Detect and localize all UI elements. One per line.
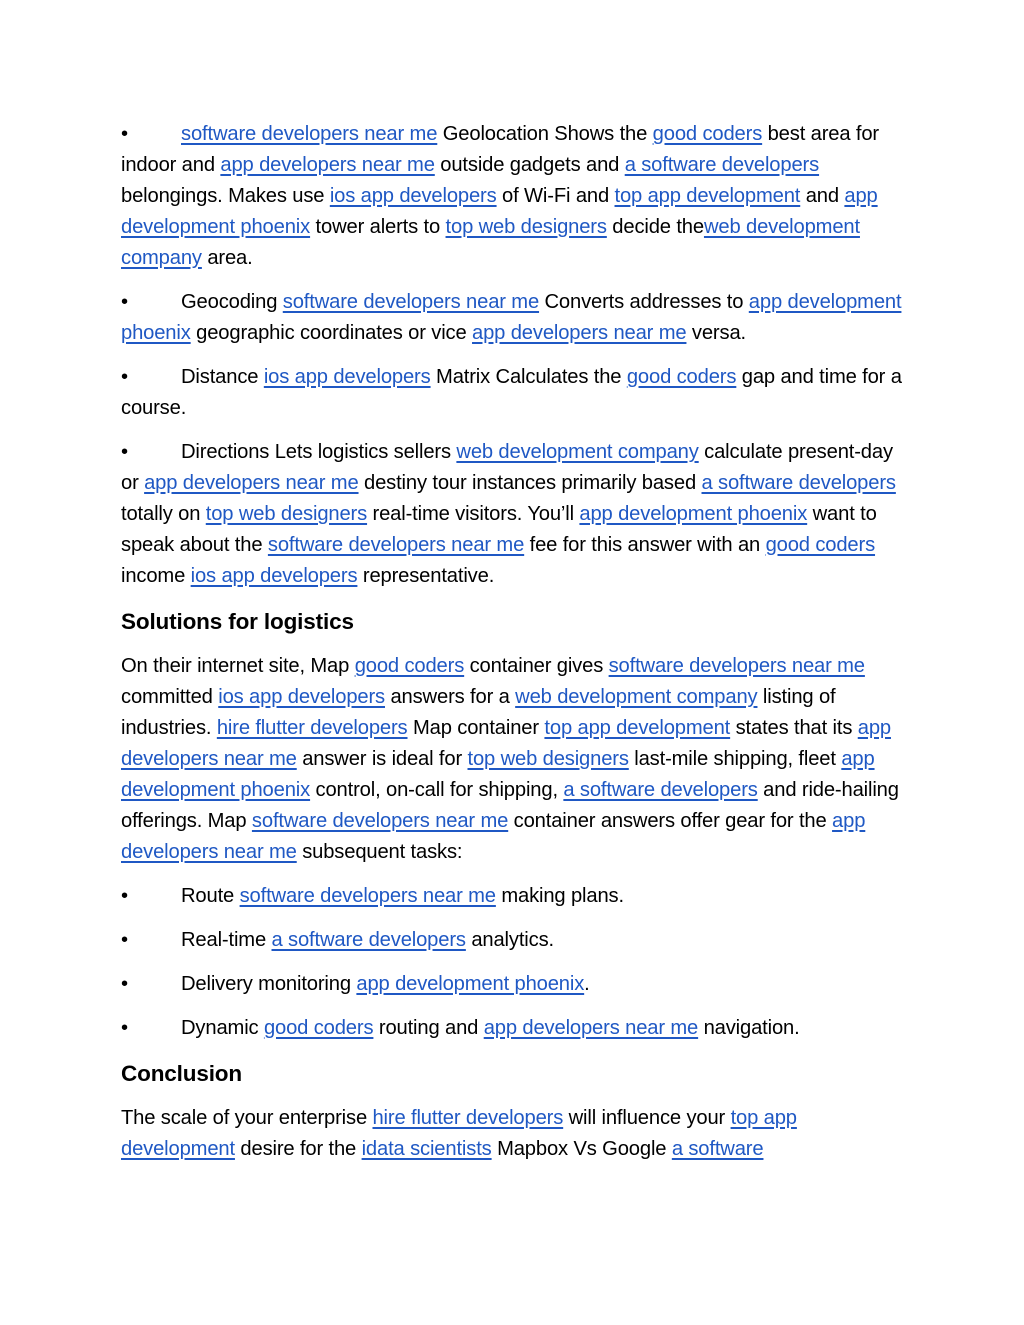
hyperlink[interactable]: top web designers xyxy=(467,748,629,770)
bullet-marker: • xyxy=(121,929,128,951)
hyperlink[interactable]: good coders xyxy=(626,366,737,388)
text-run: Converts addresses to xyxy=(539,291,749,313)
hyperlink[interactable]: a software developers xyxy=(701,472,896,494)
text-run: . xyxy=(584,973,590,995)
hyperlink[interactable]: a software xyxy=(671,1138,764,1160)
hyperlink[interactable]: app development phoenix xyxy=(356,973,585,995)
hyperlink[interactable]: top web designers xyxy=(205,503,368,525)
hyperlink[interactable]: good coders xyxy=(354,655,465,677)
hyperlink[interactable]: app development phoenix xyxy=(121,185,878,238)
hyperlink[interactable]: software developers near me xyxy=(251,810,509,832)
hyperlink[interactable]: hire flutter developers xyxy=(216,717,408,739)
hyperlink[interactable]: top app development xyxy=(121,1107,797,1160)
text-run: Geocoding xyxy=(181,291,283,313)
hyperlink[interactable]: a software developers xyxy=(624,154,820,176)
hyperlink[interactable]: a software developers xyxy=(563,779,758,801)
document-body xyxy=(121,119,911,1178)
bullet-marker: • xyxy=(121,973,128,995)
text-run: On their internet site, Map xyxy=(121,655,355,677)
text-run: routing and xyxy=(373,1017,484,1039)
bullet-item xyxy=(121,1013,911,1044)
text-run: committed xyxy=(121,686,219,708)
hyperlink[interactable]: app developers near me xyxy=(121,717,891,770)
hyperlink[interactable]: app developers near me xyxy=(483,1017,699,1039)
hyperlink[interactable]: top app development xyxy=(614,185,801,207)
hyperlink[interactable]: hire flutter developers xyxy=(372,1107,564,1129)
text-run: belongings. Makes use xyxy=(121,185,330,207)
bullet-marker: • xyxy=(121,1017,128,1039)
text-run: outside gadgets and xyxy=(434,154,625,176)
hyperlink[interactable]: software developers near me xyxy=(608,655,865,677)
text-run: answer is ideal for xyxy=(296,748,468,770)
heading-solutions: Solutions for logistics xyxy=(121,609,354,634)
text-run: geographic coordinates or vice xyxy=(190,322,473,344)
bullet-marker: • xyxy=(121,291,128,313)
bullet-marker: • xyxy=(121,123,128,145)
text-run: listing of industries. xyxy=(121,686,836,739)
heading-conclusion: Conclusion xyxy=(121,1061,242,1086)
text-run: gap and time for a course. xyxy=(121,366,902,419)
bullet-item xyxy=(121,119,911,274)
text-run: analytics. xyxy=(465,929,554,951)
text-run: container answers offer gear for the xyxy=(508,810,833,832)
text-run: tower alerts to xyxy=(310,216,446,238)
text-run: Delivery monitoring xyxy=(181,973,357,995)
hyperlink[interactable]: software developers near me xyxy=(181,123,438,145)
text-run: totally on xyxy=(121,503,206,525)
text-run: The scale of your enterprise xyxy=(121,1107,373,1129)
hyperlink[interactable]: good coders xyxy=(263,1017,374,1039)
hyperlink[interactable]: ios app developers xyxy=(190,565,358,587)
text-run: last-mile shipping, fleet xyxy=(628,748,842,770)
text-run: best area for indoor and xyxy=(121,123,879,176)
text-run: making plans. xyxy=(495,885,624,907)
text-run: will influence your xyxy=(563,1107,731,1129)
hyperlink[interactable]: app development phoenix xyxy=(121,748,875,801)
bullet-item xyxy=(121,362,911,424)
hyperlink[interactable]: software developers near me xyxy=(282,291,540,313)
text-run: Mapbox Vs Google xyxy=(491,1138,672,1160)
text-run: Matrix Calculates the xyxy=(430,366,627,388)
text-run: destiny tour instances primarily based xyxy=(358,472,702,494)
hyperlink[interactable]: app developers near me xyxy=(220,154,435,176)
text-run: states that its xyxy=(730,717,858,739)
text-run: Directions Lets logistics sellers xyxy=(181,441,457,463)
hyperlink[interactable]: app developers near me xyxy=(121,810,866,863)
hyperlink[interactable]: web development company xyxy=(121,216,860,269)
bullet-item xyxy=(121,287,911,349)
hyperlink[interactable]: web development company xyxy=(515,686,758,708)
hyperlink[interactable]: app development phoenix xyxy=(121,291,902,344)
text-run: real-time visitors. You’ll xyxy=(367,503,580,525)
hyperlink[interactable]: ios app developers xyxy=(263,366,431,388)
text-run: fee for this answer with an xyxy=(524,534,766,556)
hyperlink[interactable]: software developers near me xyxy=(239,885,496,907)
text-run: Dynamic xyxy=(181,1017,264,1039)
bullet-item xyxy=(121,969,911,1000)
text-run: versa. xyxy=(686,322,746,344)
text-run: container gives xyxy=(464,655,609,677)
hyperlink[interactable]: good coders xyxy=(652,123,763,145)
bullet-item xyxy=(121,881,911,912)
hyperlink[interactable]: good coders xyxy=(765,534,876,556)
text-run: desire for the xyxy=(234,1138,362,1160)
conclusion-paragraph xyxy=(121,1103,911,1165)
bullet-item xyxy=(121,925,911,956)
hyperlink[interactable]: app development phoenix xyxy=(579,503,808,525)
solutions-paragraph xyxy=(121,651,911,868)
text-run: Geolocation Shows the xyxy=(437,123,653,145)
text-run: of Wi-Fi and xyxy=(496,185,615,207)
text-run: income xyxy=(121,565,191,587)
text-run: want to speak about the xyxy=(121,503,877,556)
hyperlink[interactable]: a software developers xyxy=(271,929,466,951)
hyperlink[interactable]: app developers near me xyxy=(472,322,687,344)
hyperlink[interactable]: web development company xyxy=(456,441,699,463)
bullet-marker: • xyxy=(121,885,128,907)
hyperlink[interactable]: app developers near me xyxy=(144,472,359,494)
text-run: Real-time xyxy=(181,929,272,951)
text-run: and ride-hailing offerings. Map xyxy=(121,779,899,832)
hyperlink[interactable]: top app development xyxy=(544,717,731,739)
hyperlink[interactable]: software developers near me xyxy=(267,534,525,556)
text-run: area. xyxy=(201,247,253,269)
hyperlink[interactable]: ios app developers xyxy=(218,686,385,708)
hyperlink[interactable]: ios app developers xyxy=(329,185,497,207)
text-run: Distance xyxy=(181,366,264,388)
text-run: control, on-call for shipping, xyxy=(310,779,564,801)
bullet-list-features xyxy=(121,119,911,592)
bullet-marker: • xyxy=(121,441,128,463)
hyperlink[interactable]: top web designers xyxy=(445,216,607,238)
text-run: subsequent tasks: xyxy=(296,841,463,863)
text-run: calculate present-day or xyxy=(121,441,893,494)
text-run: navigation. xyxy=(698,1017,800,1039)
hyperlink[interactable]: idata scientists xyxy=(361,1138,492,1160)
text-run: representative. xyxy=(357,565,495,587)
bullet-list-tasks xyxy=(121,881,911,1044)
text-run: answers for a xyxy=(385,686,516,708)
bullet-marker: • xyxy=(121,366,128,388)
bullet-item xyxy=(121,437,911,592)
text-run: Route xyxy=(181,885,240,907)
text-run: decide the xyxy=(606,216,704,238)
text-run: and xyxy=(800,185,845,207)
text-run: Map container xyxy=(407,717,545,739)
